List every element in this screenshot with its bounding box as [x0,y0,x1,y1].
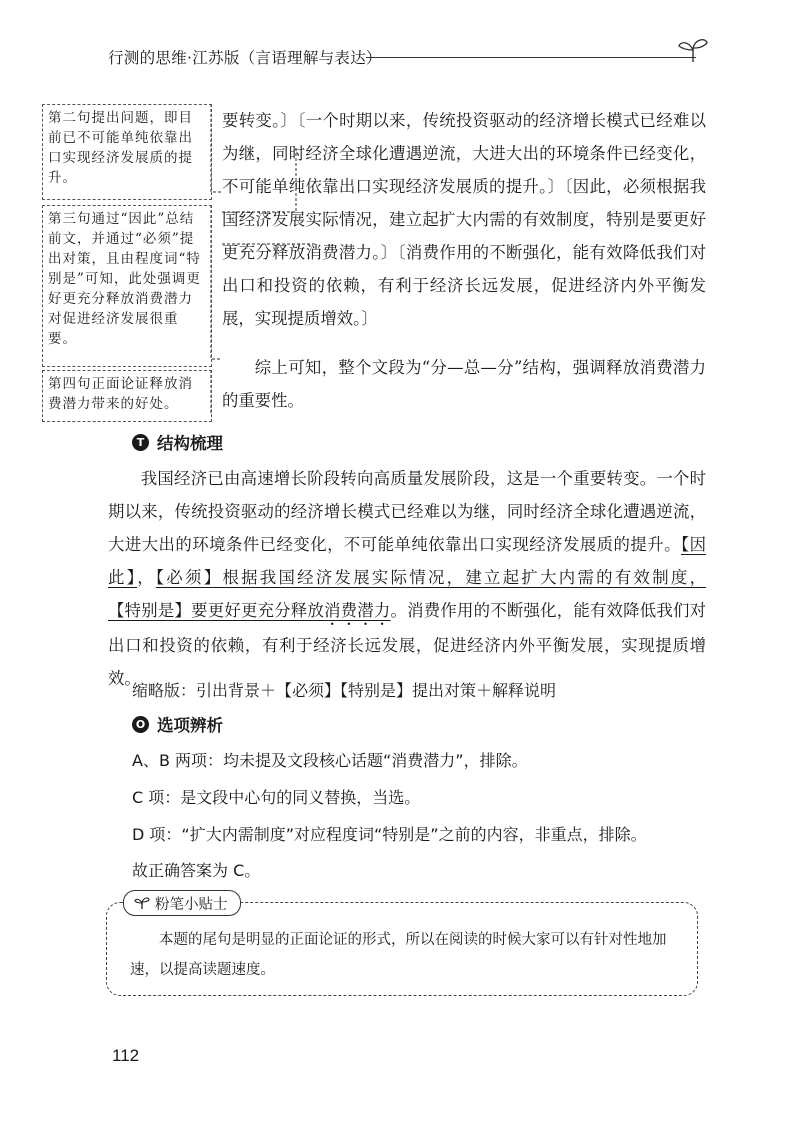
options-section-icon: O [132,716,149,733]
keyword-yinci: 【因此】 [108,535,706,587]
tips-text: 本题的尾句是明显的正面论证的形式，所以在阅读的时候大家可以有针对性地加速，以提高读题速度。 [130,932,667,978]
option-d: D 项：“扩大内需制度”对应程度词“特别是”之前的内容，非重点，排除。 [132,825,647,844]
summary-line: 缩略版：引出背景＋【必须】【特别是】提出对策＋解释说明 [132,681,557,700]
structure-part3: 要更好更充分释放 [191,601,325,620]
conclusion-text: 综上可知，整个文段为“分—总—分”结构，强调释放消费潜力的重要性。 [222,358,706,410]
options-heading-text: 选项辨析 [157,716,223,735]
structure-part4: 。消费作用的不断强化，能有效降低我们对出口和投资的依赖，有利于经济长远发展，促进经济内外平衡发展，实现提质增效。 [108,601,707,688]
conclusion-paragraph [222,351,706,417]
option-c: C 项：是文段中心句的同义替换，当选。 [132,788,421,807]
keyword-bixu: 【必须】 [155,568,223,587]
answer-line: 故正确答案为 C。 [132,861,261,880]
structure-part2: 根据我国经济发展实际情况，建立起扩大内需的有效制度， [222,568,707,587]
margin-note-3-text: 第四句正面论证释放消费潜力带来的好处。 [48,376,193,412]
sprout-small-icon [134,896,150,910]
analysis-paragraph [222,104,706,335]
analysis-text: 要转变。〕〔一个时期以来，传统投资驱动的经济增长模式已经难以为继，同时经济全球化遭遇逆流，大进大出的环境条件已经变化，不可能单纯依靠出口实现经济发展质的提升。〕〔因此，必须根据我国经济发展实际情况，建立起扩大内需的有效制度，特别是要更好更充分释放消费潜力。〕〔消费作用的不断强化，能有效降低我们对出口和投资的依赖，有利于经济长远发展，促进经济内外平衡发展，实现提质增效。〕 [222,111,706,328]
structure-part1: 我国经济已由高速增长阶段转向高质量发展阶段，这是一个重要转变。一个时期以来，传统投资驱动的经济增长模式已经难以为继，同时经济全球化遭遇逆流，大进大出的环境条件已经变化，不可能单纯依靠出口实现经济发展质的提升。 [108,469,706,554]
page-number: 112 [112,1046,140,1065]
structure-heading [132,430,223,454]
margin-note-2-text: 第三句通过“因此”总结前文，并通过“必须”提出对策，且由程度词“特别是”可知，此处强调更好更充分释放消费潜力对促进经济发展很重要。 [48,211,201,347]
structure-paragraph [108,462,706,695]
tips-label [123,890,241,916]
emphasis-xiaofeiqianli: 消费潜力 [324,601,391,620]
tips-label-text: 粉笔小贴士 [155,896,228,913]
margin-note-1-text: 第二句提出问题，即目前已不可能单纯依靠出口实现经济发展质的提升。 [48,110,193,186]
book-title: 行测的思维·江苏版（言语理解与表达） [108,49,382,67]
structure-section-icon: T [132,434,149,451]
structure-heading-text: 结构梳理 [157,434,223,453]
options-heading [132,712,223,736]
option-ab: A、B 两项：均未提及文段核心话题“消费潜力”，排除。 [132,751,528,770]
keyword-tebieshi: 【特别是】 [108,601,192,620]
structure-comma: ， [137,568,156,587]
